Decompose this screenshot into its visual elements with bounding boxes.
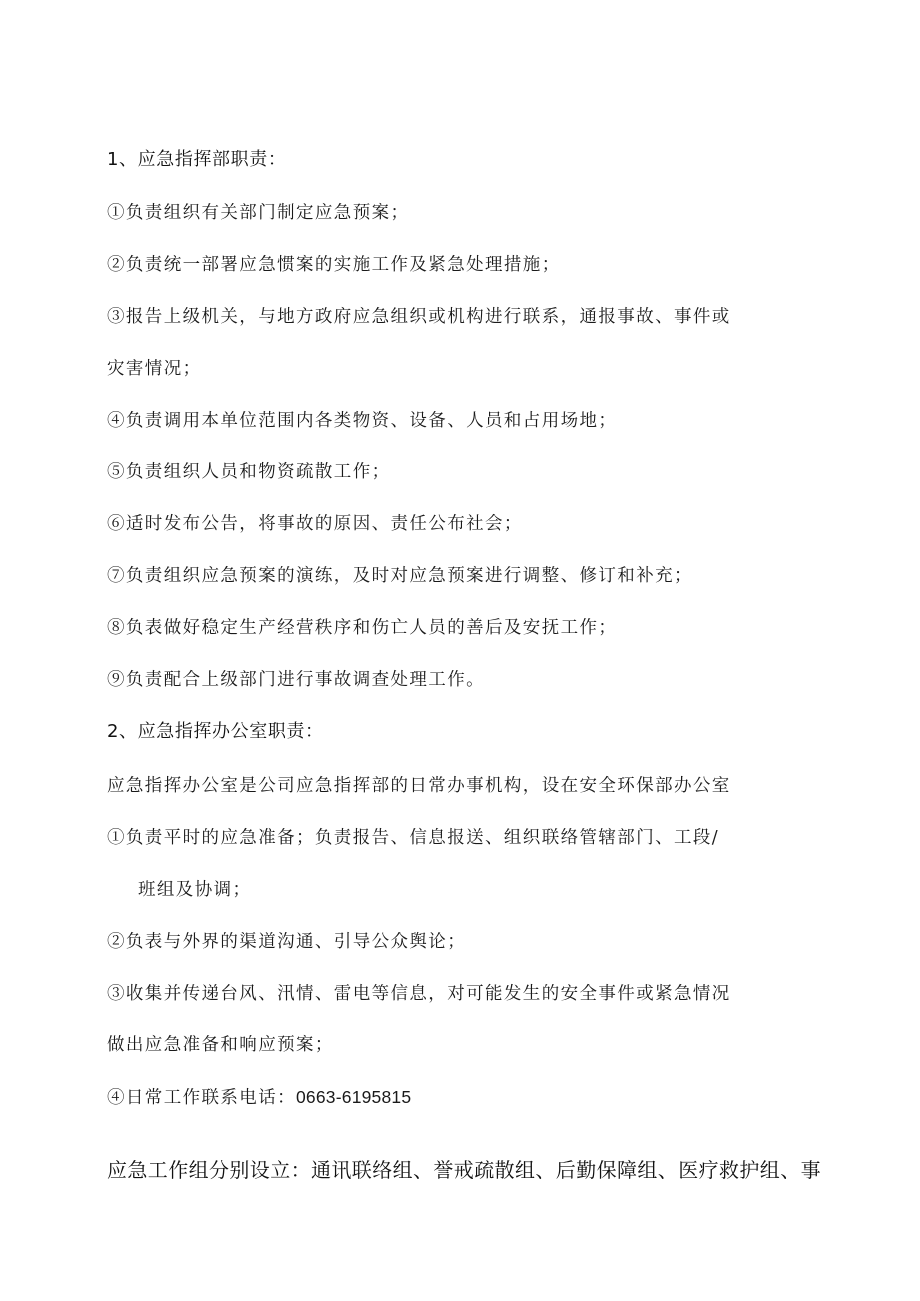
section2-item-1-cont: 班组及协调； — [138, 880, 252, 900]
section2-heading: 2、应急指挥办公室职责： — [107, 721, 324, 742]
phone-number: 0663-6195815 — [296, 1087, 412, 1107]
footer-text: 应急工作组分别设立：通讯联络组、誉戒疏散组、后勤保障组、医疗救护组、事 — [107, 1158, 821, 1182]
section1-item-3-cont: 灾害情况； — [107, 359, 202, 379]
phone-label: ④日常工作联系电话： — [107, 1088, 296, 1108]
section2-item-4 — [107, 1089, 411, 1108]
section1-item-7: ⑦负责组织应急预案的演练，及时对应急预案进行调整、修订和补充； — [107, 566, 693, 586]
section1-item-8: ⑧负表做好稳定生产经营秩序和伤亡人员的善后及安抚工作； — [107, 618, 618, 638]
section1-item-4: ④负责调用本单位范围内各类物资、设备、人员和占用场地； — [107, 411, 618, 431]
section1-item-9: ⑨负责配合上级部门进行事故调查处理工作。 — [107, 670, 485, 690]
section1-item-3: ③报告上级机关，与地方政府应急组织或机构进行联系，通报事故、事件或 — [107, 307, 731, 327]
section2-item-2: ②负表与外界的渠道沟通、引导公众舆论； — [107, 932, 467, 952]
section1-item-5: ⑤负责组织人员和物资疏散工作； — [107, 462, 391, 482]
section1-heading: 1、应急指挥部职责： — [107, 149, 287, 170]
section1-item-2: ②负责统一部署应急惯案的实施工作及紧急处理措施； — [107, 255, 561, 275]
section1-item-6: ⑥适时发布公告，将事故的原因、责任公布社会； — [107, 514, 523, 534]
section2-intro: 应急指挥办公室是公司应急指挥部的日常办事机构，设在安全环保部办公室 — [107, 776, 731, 796]
section2-item-1: ①负责平时的应急准备；负责报告、信息报送、组织联络管辖部门、工段/ — [107, 828, 720, 848]
section1-item-1: ①负责组织有关部门制定应急预案； — [107, 203, 410, 223]
section2-item-3-cont: 做出应急准备和响应预案； — [107, 1035, 334, 1055]
section2-item-3: ③收集并传递台风、汛情、雷电等信息，对可能发生的安全事件或紧急情况 — [107, 984, 731, 1004]
